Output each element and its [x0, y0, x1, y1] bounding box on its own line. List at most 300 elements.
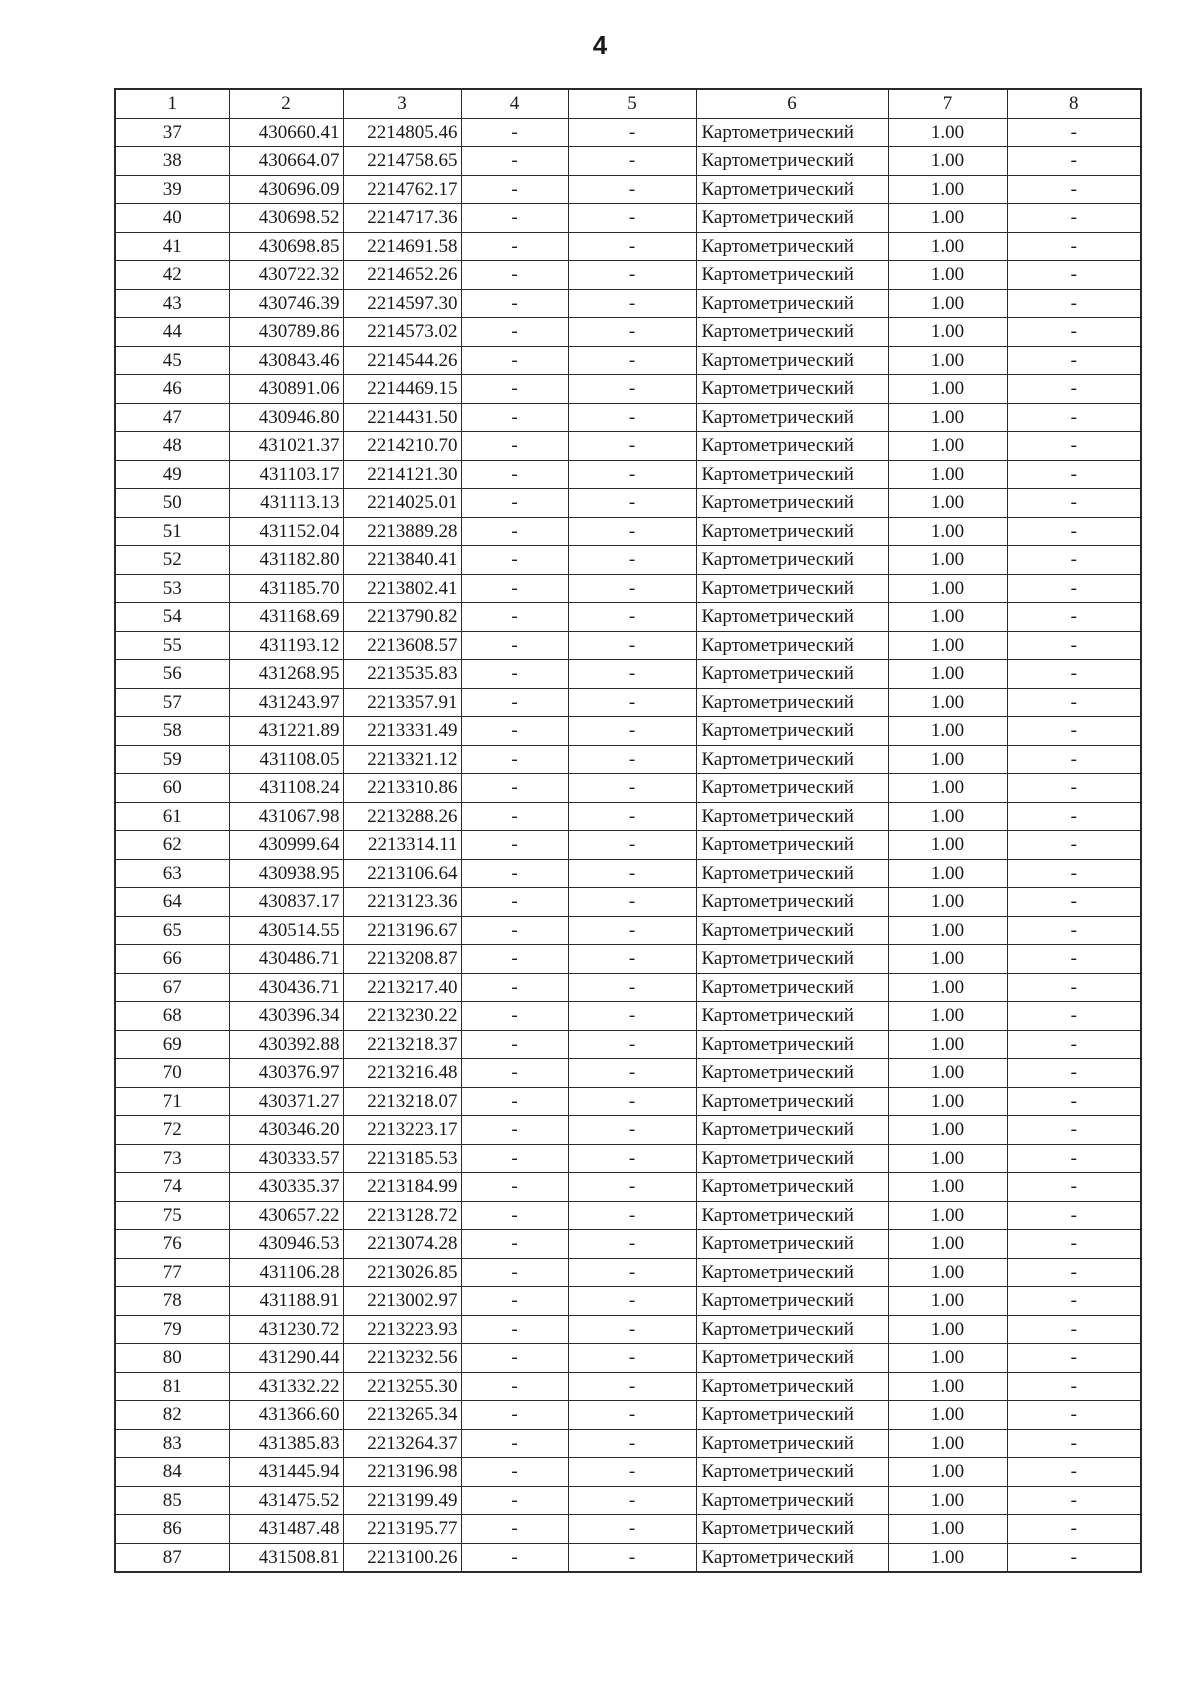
cell-col-5: -	[568, 574, 696, 603]
cell-col-5: -	[568, 745, 696, 774]
cell-col-4: -	[461, 1401, 568, 1430]
cell-method: Картометрический	[696, 147, 888, 176]
cell-col-4: -	[461, 859, 568, 888]
cell-point-number: 62	[115, 831, 229, 860]
column-header-7: 7	[888, 89, 1007, 118]
cell-coordinate-x: 431508.81	[229, 1543, 343, 1572]
cell-col-4: -	[461, 574, 568, 603]
cell-point-number: 60	[115, 774, 229, 803]
cell-accuracy: 1.00	[888, 973, 1007, 1002]
cell-col-4: -	[461, 261, 568, 290]
cell-col-4: -	[461, 175, 568, 204]
coordinates-table	[114, 88, 1142, 1573]
cell-point-number: 53	[115, 574, 229, 603]
cell-method: Картометрический	[696, 1458, 888, 1487]
cell-col-4: -	[461, 831, 568, 860]
cell-col-5: -	[568, 916, 696, 945]
table-row	[115, 1144, 1141, 1173]
cell-col-5: -	[568, 1287, 696, 1316]
cell-col-5: -	[568, 1543, 696, 1572]
cell-method: Картометрический	[696, 603, 888, 632]
table-row	[115, 346, 1141, 375]
cell-accuracy: 1.00	[888, 1087, 1007, 1116]
cell-col-4: -	[461, 1344, 568, 1373]
table-row	[115, 745, 1141, 774]
cell-accuracy: 1.00	[888, 1486, 1007, 1515]
cell-coordinate-x: 430392.88	[229, 1030, 343, 1059]
cell-col-5: -	[568, 1144, 696, 1173]
table-row	[115, 859, 1141, 888]
cell-point-number: 69	[115, 1030, 229, 1059]
cell-coordinate-y: 2213535.83	[343, 660, 461, 689]
cell-coordinate-x: 431182.80	[229, 546, 343, 575]
cell-col-8: -	[1007, 1287, 1141, 1316]
cell-point-number: 75	[115, 1201, 229, 1230]
cell-col-5: -	[568, 118, 696, 147]
cell-col-4: -	[461, 660, 568, 689]
cell-col-8: -	[1007, 1087, 1141, 1116]
cell-col-5: -	[568, 375, 696, 404]
cell-method: Картометрический	[696, 1258, 888, 1287]
cell-coordinate-y: 2213196.67	[343, 916, 461, 945]
cell-coordinate-y: 2213123.36	[343, 888, 461, 917]
cell-coordinate-y: 2214762.17	[343, 175, 461, 204]
cell-method: Картометрический	[696, 118, 888, 147]
cell-point-number: 83	[115, 1429, 229, 1458]
cell-coordinate-x: 431108.05	[229, 745, 343, 774]
cell-col-5: -	[568, 175, 696, 204]
cell-col-5: -	[568, 489, 696, 518]
table-row	[115, 175, 1141, 204]
cell-coordinate-y: 2214469.15	[343, 375, 461, 404]
cell-method: Картометрический	[696, 1486, 888, 1515]
cell-col-5: -	[568, 831, 696, 860]
cell-method: Картометрический	[696, 1543, 888, 1572]
column-header-1: 1	[115, 89, 229, 118]
cell-col-4: -	[461, 289, 568, 318]
table-row	[115, 118, 1141, 147]
cell-accuracy: 1.00	[888, 375, 1007, 404]
cell-method: Картометрический	[696, 1372, 888, 1401]
table-row	[115, 1059, 1141, 1088]
cell-col-5: -	[568, 1030, 696, 1059]
cell-accuracy: 1.00	[888, 432, 1007, 461]
cell-coordinate-y: 2213185.53	[343, 1144, 461, 1173]
cell-coordinate-y: 2213331.49	[343, 717, 461, 746]
cell-coordinate-y: 2214805.46	[343, 118, 461, 147]
cell-col-5: -	[568, 631, 696, 660]
cell-col-5: -	[568, 1486, 696, 1515]
cell-coordinate-x: 431106.28	[229, 1258, 343, 1287]
cell-col-4: -	[461, 916, 568, 945]
cell-col-4: -	[461, 1002, 568, 1031]
cell-method: Картометрический	[696, 204, 888, 233]
cell-method: Картометрический	[696, 831, 888, 860]
table-row	[115, 489, 1141, 518]
cell-point-number: 78	[115, 1287, 229, 1316]
cell-col-4: -	[461, 460, 568, 489]
cell-col-4: -	[461, 1486, 568, 1515]
cell-col-8: -	[1007, 1401, 1141, 1430]
cell-coordinate-x: 431103.17	[229, 460, 343, 489]
cell-coordinate-x: 431332.22	[229, 1372, 343, 1401]
cell-col-8: -	[1007, 660, 1141, 689]
cell-col-5: -	[568, 1372, 696, 1401]
table-row	[115, 1401, 1141, 1430]
cell-coordinate-y: 2213255.30	[343, 1372, 461, 1401]
cell-method: Картометрический	[696, 574, 888, 603]
cell-coordinate-x: 431193.12	[229, 631, 343, 660]
cell-method: Картометрический	[696, 1144, 888, 1173]
cell-method: Картометрический	[696, 631, 888, 660]
cell-method: Картометрический	[696, 489, 888, 518]
cell-method: Картометрический	[696, 1230, 888, 1259]
cell-col-5: -	[568, 517, 696, 546]
cell-accuracy: 1.00	[888, 1144, 1007, 1173]
cell-point-number: 66	[115, 945, 229, 974]
cell-method: Картометрический	[696, 916, 888, 945]
cell-point-number: 65	[115, 916, 229, 945]
cell-method: Картометрический	[696, 802, 888, 831]
cell-col-8: -	[1007, 1258, 1141, 1287]
cell-coordinate-x: 430396.34	[229, 1002, 343, 1031]
cell-col-5: -	[568, 1458, 696, 1487]
cell-point-number: 72	[115, 1116, 229, 1145]
cell-point-number: 67	[115, 973, 229, 1002]
cell-coordinate-x: 431021.37	[229, 432, 343, 461]
cell-method: Картометрический	[696, 745, 888, 774]
table-row	[115, 574, 1141, 603]
cell-point-number: 58	[115, 717, 229, 746]
cell-col-5: -	[568, 802, 696, 831]
cell-coordinate-y: 2214573.02	[343, 318, 461, 347]
table-row	[115, 1429, 1141, 1458]
cell-col-8: -	[1007, 774, 1141, 803]
cell-col-8: -	[1007, 859, 1141, 888]
cell-coordinate-x: 430664.07	[229, 147, 343, 176]
cell-col-8: -	[1007, 1230, 1141, 1259]
cell-coordinate-x: 430946.53	[229, 1230, 343, 1259]
cell-accuracy: 1.00	[888, 118, 1007, 147]
cell-col-4: -	[461, 1543, 568, 1572]
cell-point-number: 37	[115, 118, 229, 147]
cell-coordinate-y: 2214210.70	[343, 432, 461, 461]
cell-coordinate-y: 2213802.41	[343, 574, 461, 603]
cell-col-5: -	[568, 1116, 696, 1145]
page-number: 4	[592, 30, 608, 60]
table-row	[115, 403, 1141, 432]
cell-col-5: -	[568, 973, 696, 1002]
cell-point-number: 45	[115, 346, 229, 375]
table-row	[115, 1173, 1141, 1202]
cell-col-8: -	[1007, 460, 1141, 489]
cell-coordinate-x: 430843.46	[229, 346, 343, 375]
cell-coordinate-x: 431168.69	[229, 603, 343, 632]
column-header-3: 3	[343, 89, 461, 118]
cell-col-4: -	[461, 1258, 568, 1287]
cell-point-number: 41	[115, 232, 229, 261]
table-row	[115, 660, 1141, 689]
cell-accuracy: 1.00	[888, 346, 1007, 375]
cell-col-5: -	[568, 888, 696, 917]
cell-col-8: -	[1007, 517, 1141, 546]
cell-col-8: -	[1007, 318, 1141, 347]
cell-method: Картометрический	[696, 1429, 888, 1458]
cell-point-number: 79	[115, 1315, 229, 1344]
cell-col-8: -	[1007, 631, 1141, 660]
table-row	[115, 147, 1141, 176]
table-row	[115, 916, 1141, 945]
cell-col-8: -	[1007, 1002, 1141, 1031]
column-header-2: 2	[229, 89, 343, 118]
cell-coordinate-y: 2213223.93	[343, 1315, 461, 1344]
cell-col-8: -	[1007, 204, 1141, 233]
cell-point-number: 59	[115, 745, 229, 774]
cell-col-8: -	[1007, 1429, 1141, 1458]
cell-col-8: -	[1007, 888, 1141, 917]
cell-point-number: 38	[115, 147, 229, 176]
table-row	[115, 831, 1141, 860]
table-row	[115, 1515, 1141, 1544]
cell-coordinate-x: 430938.95	[229, 859, 343, 888]
table-row	[115, 717, 1141, 746]
cell-col-4: -	[461, 1030, 568, 1059]
cell-col-8: -	[1007, 717, 1141, 746]
cell-coordinate-x: 430698.85	[229, 232, 343, 261]
table-row	[115, 631, 1141, 660]
cell-method: Картометрический	[696, 774, 888, 803]
cell-col-8: -	[1007, 1201, 1141, 1230]
cell-point-number: 82	[115, 1401, 229, 1430]
cell-col-4: -	[461, 717, 568, 746]
cell-accuracy: 1.00	[888, 859, 1007, 888]
cell-coordinate-y: 2213314.11	[343, 831, 461, 860]
cell-col-8: -	[1007, 1486, 1141, 1515]
cell-method: Картометрический	[696, 375, 888, 404]
cell-coordinate-y: 2214431.50	[343, 403, 461, 432]
cell-col-4: -	[461, 546, 568, 575]
cell-coordinate-x: 431268.95	[229, 660, 343, 689]
cell-col-8: -	[1007, 688, 1141, 717]
table-row	[115, 1087, 1141, 1116]
cell-col-4: -	[461, 517, 568, 546]
cell-col-5: -	[568, 1002, 696, 1031]
cell-col-8: -	[1007, 1515, 1141, 1544]
cell-coordinate-x: 430746.39	[229, 289, 343, 318]
cell-point-number: 71	[115, 1087, 229, 1116]
cell-point-number: 56	[115, 660, 229, 689]
cell-coordinate-x: 430335.37	[229, 1173, 343, 1202]
cell-point-number: 76	[115, 1230, 229, 1259]
table-body	[115, 118, 1141, 1572]
cell-coordinate-x: 430946.80	[229, 403, 343, 432]
cell-method: Картометрический	[696, 460, 888, 489]
cell-coordinate-x: 431067.98	[229, 802, 343, 831]
cell-col-5: -	[568, 1230, 696, 1259]
cell-coordinate-x: 430486.71	[229, 945, 343, 974]
cell-coordinate-y: 2214121.30	[343, 460, 461, 489]
cell-col-8: -	[1007, 945, 1141, 974]
column-header-5: 5	[568, 89, 696, 118]
cell-coordinate-y: 2213184.99	[343, 1173, 461, 1202]
cell-col-8: -	[1007, 232, 1141, 261]
cell-coordinate-y: 2213264.37	[343, 1429, 461, 1458]
cell-accuracy: 1.00	[888, 1543, 1007, 1572]
cell-point-number: 40	[115, 204, 229, 233]
table-row	[115, 318, 1141, 347]
cell-accuracy: 1.00	[888, 147, 1007, 176]
cell-col-5: -	[568, 318, 696, 347]
table-row	[115, 232, 1141, 261]
table-row	[115, 1116, 1141, 1145]
cell-coordinate-y: 2213002.97	[343, 1287, 461, 1316]
cell-col-8: -	[1007, 802, 1141, 831]
cell-coordinate-x: 430436.71	[229, 973, 343, 1002]
cell-col-4: -	[461, 432, 568, 461]
cell-accuracy: 1.00	[888, 1429, 1007, 1458]
cell-coordinate-y: 2213208.87	[343, 945, 461, 974]
cell-col-8: -	[1007, 745, 1141, 774]
cell-method: Картометрический	[696, 1173, 888, 1202]
cell-accuracy: 1.00	[888, 631, 1007, 660]
cell-accuracy: 1.00	[888, 603, 1007, 632]
cell-col-4: -	[461, 147, 568, 176]
table-row	[115, 774, 1141, 803]
cell-coordinate-x: 431188.91	[229, 1287, 343, 1316]
cell-point-number: 77	[115, 1258, 229, 1287]
cell-coordinate-x: 431366.60	[229, 1401, 343, 1430]
cell-method: Картометрический	[696, 1059, 888, 1088]
cell-coordinate-x: 431487.48	[229, 1515, 343, 1544]
table-row	[115, 517, 1141, 546]
cell-coordinate-x: 431290.44	[229, 1344, 343, 1373]
table-row	[115, 1486, 1141, 1515]
cell-accuracy: 1.00	[888, 945, 1007, 974]
cell-point-number: 70	[115, 1059, 229, 1088]
cell-col-4: -	[461, 375, 568, 404]
cell-col-4: -	[461, 118, 568, 147]
cell-accuracy: 1.00	[888, 831, 1007, 860]
cell-coordinate-x: 430514.55	[229, 916, 343, 945]
table-row	[115, 1201, 1141, 1230]
cell-col-4: -	[461, 232, 568, 261]
cell-method: Картометрический	[696, 1515, 888, 1544]
cell-col-5: -	[568, 261, 696, 290]
cell-col-5: -	[568, 1401, 696, 1430]
cell-accuracy: 1.00	[888, 1458, 1007, 1487]
cell-coordinate-y: 2213608.57	[343, 631, 461, 660]
cell-method: Картометрический	[696, 1315, 888, 1344]
cell-coordinate-x: 431385.83	[229, 1429, 343, 1458]
cell-col-4: -	[461, 204, 568, 233]
cell-col-5: -	[568, 1515, 696, 1544]
cell-col-5: -	[568, 1258, 696, 1287]
cell-col-4: -	[461, 945, 568, 974]
cell-point-number: 55	[115, 631, 229, 660]
cell-accuracy: 1.00	[888, 204, 1007, 233]
table-row	[115, 432, 1141, 461]
cell-coordinate-y: 2213232.56	[343, 1344, 461, 1373]
cell-col-5: -	[568, 1087, 696, 1116]
cell-col-4: -	[461, 1458, 568, 1487]
cell-coordinate-y: 2213840.41	[343, 546, 461, 575]
cell-col-8: -	[1007, 546, 1141, 575]
cell-coordinate-x: 430333.57	[229, 1144, 343, 1173]
cell-col-8: -	[1007, 1372, 1141, 1401]
cell-accuracy: 1.00	[888, 1059, 1007, 1088]
cell-coordinate-y: 2213218.37	[343, 1030, 461, 1059]
cell-coordinate-x: 430657.22	[229, 1201, 343, 1230]
cell-method: Картометрический	[696, 888, 888, 917]
cell-accuracy: 1.00	[888, 1173, 1007, 1202]
cell-col-4: -	[461, 888, 568, 917]
cell-point-number: 87	[115, 1543, 229, 1572]
cell-col-5: -	[568, 717, 696, 746]
cell-accuracy: 1.00	[888, 1287, 1007, 1316]
cell-coordinate-x: 430999.64	[229, 831, 343, 860]
cell-col-8: -	[1007, 289, 1141, 318]
cell-method: Картометрический	[696, 973, 888, 1002]
cell-accuracy: 1.00	[888, 574, 1007, 603]
cell-point-number: 85	[115, 1486, 229, 1515]
cell-col-5: -	[568, 859, 696, 888]
cell-coordinate-x: 430696.09	[229, 175, 343, 204]
cell-col-4: -	[461, 1173, 568, 1202]
cell-col-5: -	[568, 774, 696, 803]
table-row	[115, 204, 1141, 233]
cell-accuracy: 1.00	[888, 888, 1007, 917]
cell-col-8: -	[1007, 1116, 1141, 1145]
cell-method: Картометрический	[696, 945, 888, 974]
cell-col-5: -	[568, 289, 696, 318]
cell-coordinate-y: 2213100.26	[343, 1543, 461, 1572]
cell-col-4: -	[461, 1201, 568, 1230]
table-row	[115, 603, 1141, 632]
cell-coordinate-x: 431230.72	[229, 1315, 343, 1344]
cell-accuracy: 1.00	[888, 1344, 1007, 1373]
cell-col-5: -	[568, 603, 696, 632]
cell-method: Картометрический	[696, 717, 888, 746]
cell-coordinate-x: 430698.52	[229, 204, 343, 233]
cell-col-4: -	[461, 774, 568, 803]
cell-coordinate-y: 2213074.28	[343, 1230, 461, 1259]
cell-accuracy: 1.00	[888, 1201, 1007, 1230]
cell-coordinate-x: 431152.04	[229, 517, 343, 546]
cell-point-number: 46	[115, 375, 229, 404]
cell-point-number: 68	[115, 1002, 229, 1031]
cell-point-number: 84	[115, 1458, 229, 1487]
cell-col-8: -	[1007, 1458, 1141, 1487]
cell-accuracy: 1.00	[888, 232, 1007, 261]
cell-col-4: -	[461, 1116, 568, 1145]
column-header-8: 8	[1007, 89, 1141, 118]
table-row	[115, 261, 1141, 290]
cell-col-8: -	[1007, 1344, 1141, 1373]
cell-method: Картометрический	[696, 346, 888, 375]
cell-col-8: -	[1007, 603, 1141, 632]
cell-method: Картометрический	[696, 1002, 888, 1031]
cell-coordinate-y: 2213265.34	[343, 1401, 461, 1430]
cell-coordinate-y: 2213106.64	[343, 859, 461, 888]
cell-col-4: -	[461, 603, 568, 632]
table-row	[115, 546, 1141, 575]
cell-col-8: -	[1007, 831, 1141, 860]
cell-method: Картометрический	[696, 432, 888, 461]
cell-col-5: -	[568, 1429, 696, 1458]
cell-point-number: 57	[115, 688, 229, 717]
table-row	[115, 688, 1141, 717]
cell-point-number: 73	[115, 1144, 229, 1173]
